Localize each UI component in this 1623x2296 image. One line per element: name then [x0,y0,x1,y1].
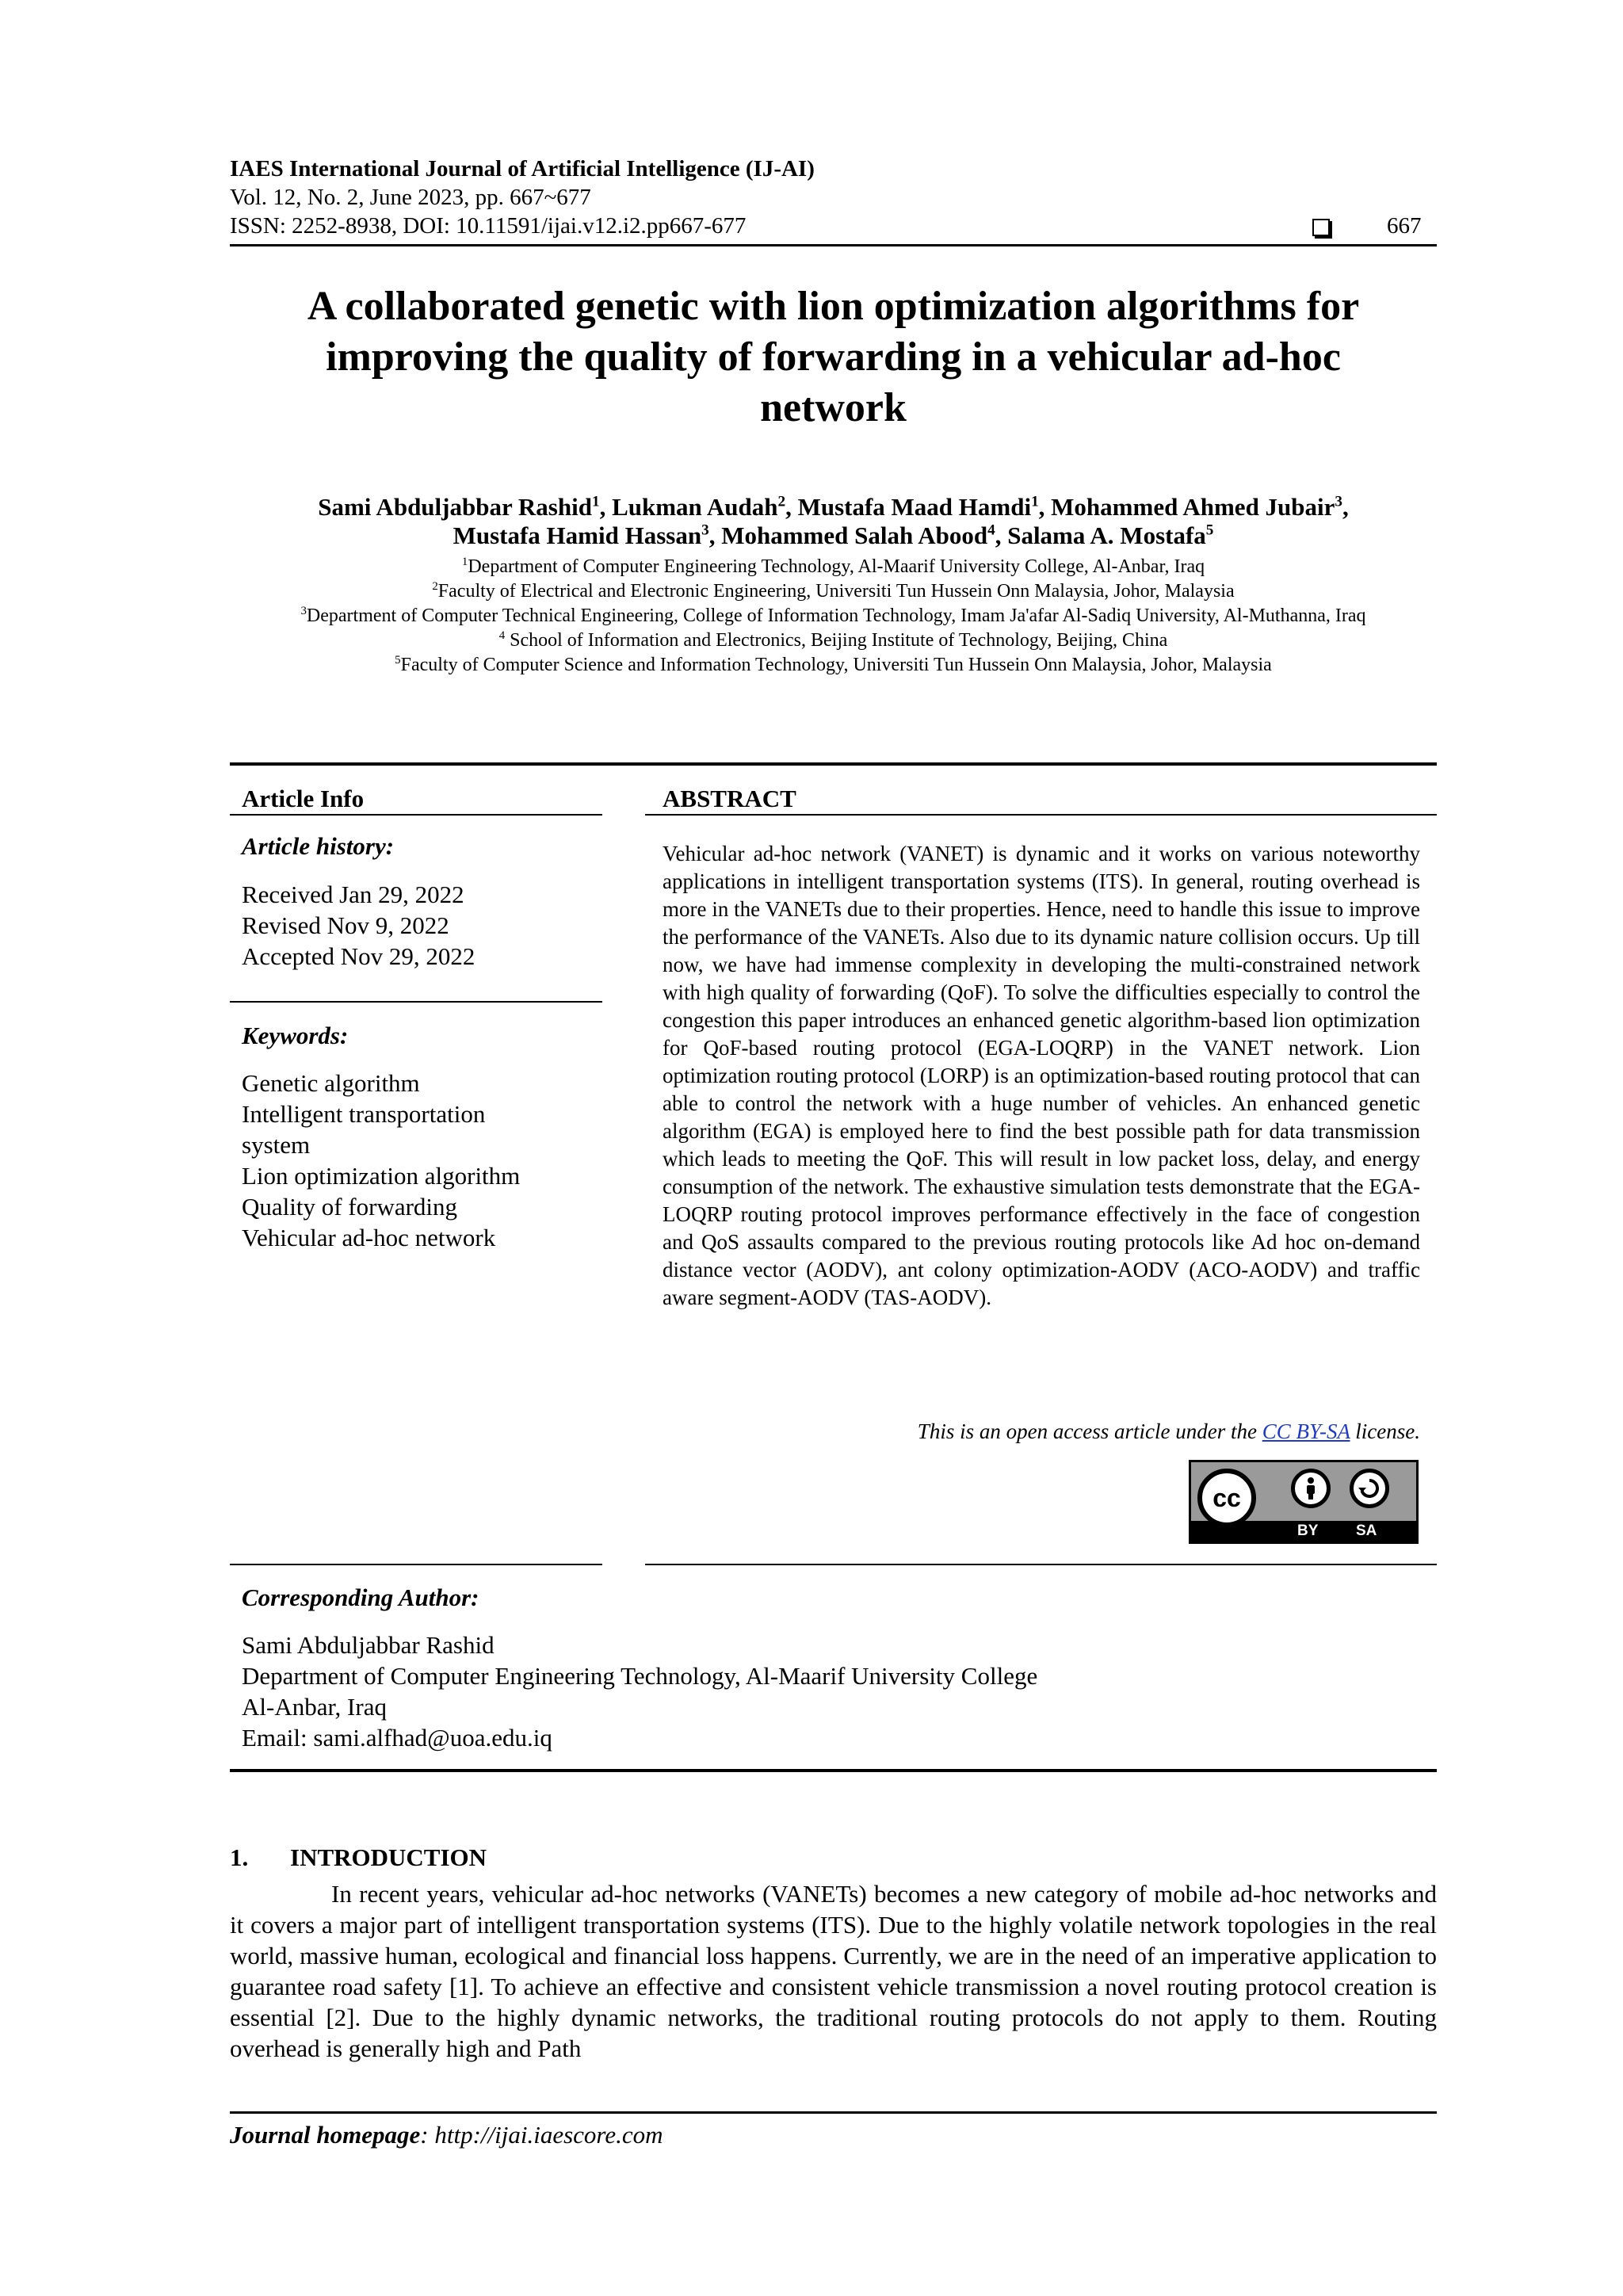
corresponding-author-email: Email: sami.alfhad@uoa.edu.iq [242,1724,552,1752]
author-affiliation-sup: 4 [987,521,995,539]
info-top-rule [230,762,1437,766]
journal-issn: ISSN: 2252-8938, DOI: 10.11591/ijai.v12.i2.pp667-677 [230,213,747,239]
introduction-heading: INTRODUCTION [290,1843,487,1871]
keyword: Genetic algorithm [242,1069,420,1097]
introduction-text [230,1878,1437,2064]
article-info-heading: Article Info [242,785,365,812]
title-line-3: network [760,385,907,430]
author-affiliation-sup: 5 [1205,521,1214,539]
accepted-date: Accepted Nov 29, 2022 [242,942,475,970]
affiliation: $^1$Department of Computer Engineering Technology, Al-Maarif University College, Al-Anbar, Iraq [461,556,1205,577]
corresponding-author-heading: Corresponding Author: [242,1584,479,1611]
affiliation-list [230,555,1437,678]
title-line-1: A collaborated genetic with lion optimization algorithms for [307,284,1360,329]
footer-label: Journal homepage [230,2121,421,2149]
share-alike-icon [1350,1469,1389,1508]
cc-icon: cc [1197,1469,1256,1527]
badge-sa-label: SA [1356,1522,1377,1539]
info-bottom-rule-left [230,1564,602,1565]
author-affiliation-sup: 1 [1031,493,1039,510]
corresponding-author-city: Al-Anbar, Iraq [242,1693,387,1721]
affiliation: $^2$Faculty of Electrical and Electronic Engineering, Universiti Tun Hussein Onn Malaysia, Johor, Malaysia [432,580,1235,602]
by-person-icon [1291,1469,1331,1508]
page-number: 667 [1387,213,1422,239]
abstract-heading: ABSTRACT [663,785,796,812]
journal-volume: Vol. 12, No. 2, June 2023, pp. 667~677 [230,185,591,210]
abstract-rule [645,814,1437,816]
footer-url: : http://ijai.iaescore.com [420,2121,663,2149]
header-rule [230,244,1437,246]
author-name: Mohammed Salah Abood [721,521,988,549]
section-number: 1. [230,1843,249,1871]
author-name: Lukman Audah [612,493,778,521]
license-notice [663,1419,1420,1444]
license-link[interactable]: CC BY-SA [1262,1419,1350,1443]
affiliation: $^4$ School of Information and Electronics, Beijing Institute of Technology, Beijing, China [498,629,1168,651]
author-list [230,493,1437,550]
journal-name: IAES International Journal of Artificial Intelligence (IJ-AI) [230,156,815,181]
keyword: Vehicular ad-hoc network [242,1224,496,1251]
footer [230,2121,663,2149]
title-line-2: improving the quality of forwarding in a vehicular ad-hoc [326,334,1341,380]
introduction-paragraph: In recent years, vehicular ad-hoc networks (VANETs) becomes a new category of mobile ad-hoc networks and it covers a major part of intelligent transportation systems (ITS). Due to the highly volatile network topologies in the real world, massive human, ecological and financial loss happens. Currently, we are in the need of an imperative application to guarantee road safety [1]. To achieve an effective and consistent vehicle transmission a novel routing protocol creation is essential [2]. Due to the highly dynamic networks, the traditional routing protocols do not apply to them. Routing overhead is generally high and Path [230,1880,1437,2062]
keywords-list [242,1068,520,1253]
article-info-rule [230,814,602,816]
paper-title [230,281,1437,434]
license-suffix: license. [1350,1419,1420,1443]
abstract-text: Vehicular ad-hoc network (VANET) is dynamic and it works on various noteworthy applications in intelligent transportation systems (ITS). In general, routing overhead is more in the VANETs due to their properties. Hence, need to handle this issue to improve the performance of the VANETs. Also due to its dynamic nature collision occurs. Up till now, we have had immense complexity in developing the multi-constrained network with high quality of forwarding (QoF). To solve the difficulties especially to control the congestion this paper introduces an enhanced genetic algorithm-based lion optimization for QoF-based routing protocol (EGA-LOQRP) in the VANET network. Lion optimization routing protocol (LORP) is an optimization-based routing protocol that can able to control the network with a huge number of vehicles. An enhanced genetic algorithm (EGA) is employed here to find the best possible path for data transmission which leads to meeting the QoF. This will result in low packet loss, delay, and energy consumption of the network. The exhaustive simulation tests demonstrate that the EGA-LOQRP routing protocol improves performance effectively in the face of congestion and QoS assaults compared to the previous routing protocols like Ad hoc on-demand distance vector (AODV), ant colony optimization-AODV (ACO-AODV) and traffic aware segment-AODV (TAS-AODV). [663,842,1420,1309]
author-name: Mustafa Maad Hamdi [797,493,1032,521]
keyword: Quality of forwarding [242,1193,458,1221]
keywords-rule [230,1001,602,1003]
affiliation: $^5$Faculty of Computer Science and Information Technology, Universiti Tun Hussein Onn Malaysia, Johor, Malaysia [395,654,1272,675]
keyword: Lion optimization algorithm [242,1162,521,1190]
author-name: Mohammed Ahmed Jubair [1051,493,1335,521]
info-end-rule [230,1769,1437,1772]
author-line-1: Sami Abduljabbar Rashid$^1$, Lukman Audah$^2$, Mustafa Maad Hamdi$^1$, Mohammed Ahmed Jubair$^3$, [318,493,1349,521]
author-affiliation-sup: 3 [701,521,709,539]
cc-by-sa-badge[interactable] [1189,1460,1419,1544]
badge-by-label: BY [1297,1522,1319,1539]
checkbox-icon [1312,219,1330,236]
affiliation: $^3$Department of Computer Technical Engineering, College of Information Technology, Imam Ja'afar Al-Sadiq University, Al-Muthanna, Iraq [300,605,1366,626]
info-bottom-rule-right [645,1564,1437,1565]
keyword: system [242,1131,311,1159]
keywords-heading: Keywords: [242,1022,349,1049]
received-date: Received Jan 29, 2022 [242,881,464,908]
corresponding-author-name: Sami Abduljabbar Rashid [242,1631,495,1659]
author-line-2: Mustafa Hamid Hassan$^3$, Mohammed Salah Abood$^4$, Salama A. Mostafa$^5$ [453,521,1214,549]
license-prefix: This is an open access article under the [917,1419,1262,1443]
revised-date: Revised Nov 9, 2022 [242,911,449,939]
author-affiliation-sup: 2 [777,493,786,510]
author-affiliation-sup: 1 [591,493,600,510]
article-history-heading: Article history: [242,832,395,860]
author-name: Salama A. Mostafa [1007,521,1206,549]
author-name: Sami Abduljabbar Rashid [318,493,592,521]
keyword: Intelligent transportation [242,1100,486,1128]
footer-rule [230,2111,1437,2114]
author-affiliation-sup: 3 [1335,493,1343,510]
corresponding-author-dept: Department of Computer Engineering Technology, Al-Maarif University College [242,1662,1038,1690]
author-name: Mustafa Hamid Hassan [453,521,702,549]
